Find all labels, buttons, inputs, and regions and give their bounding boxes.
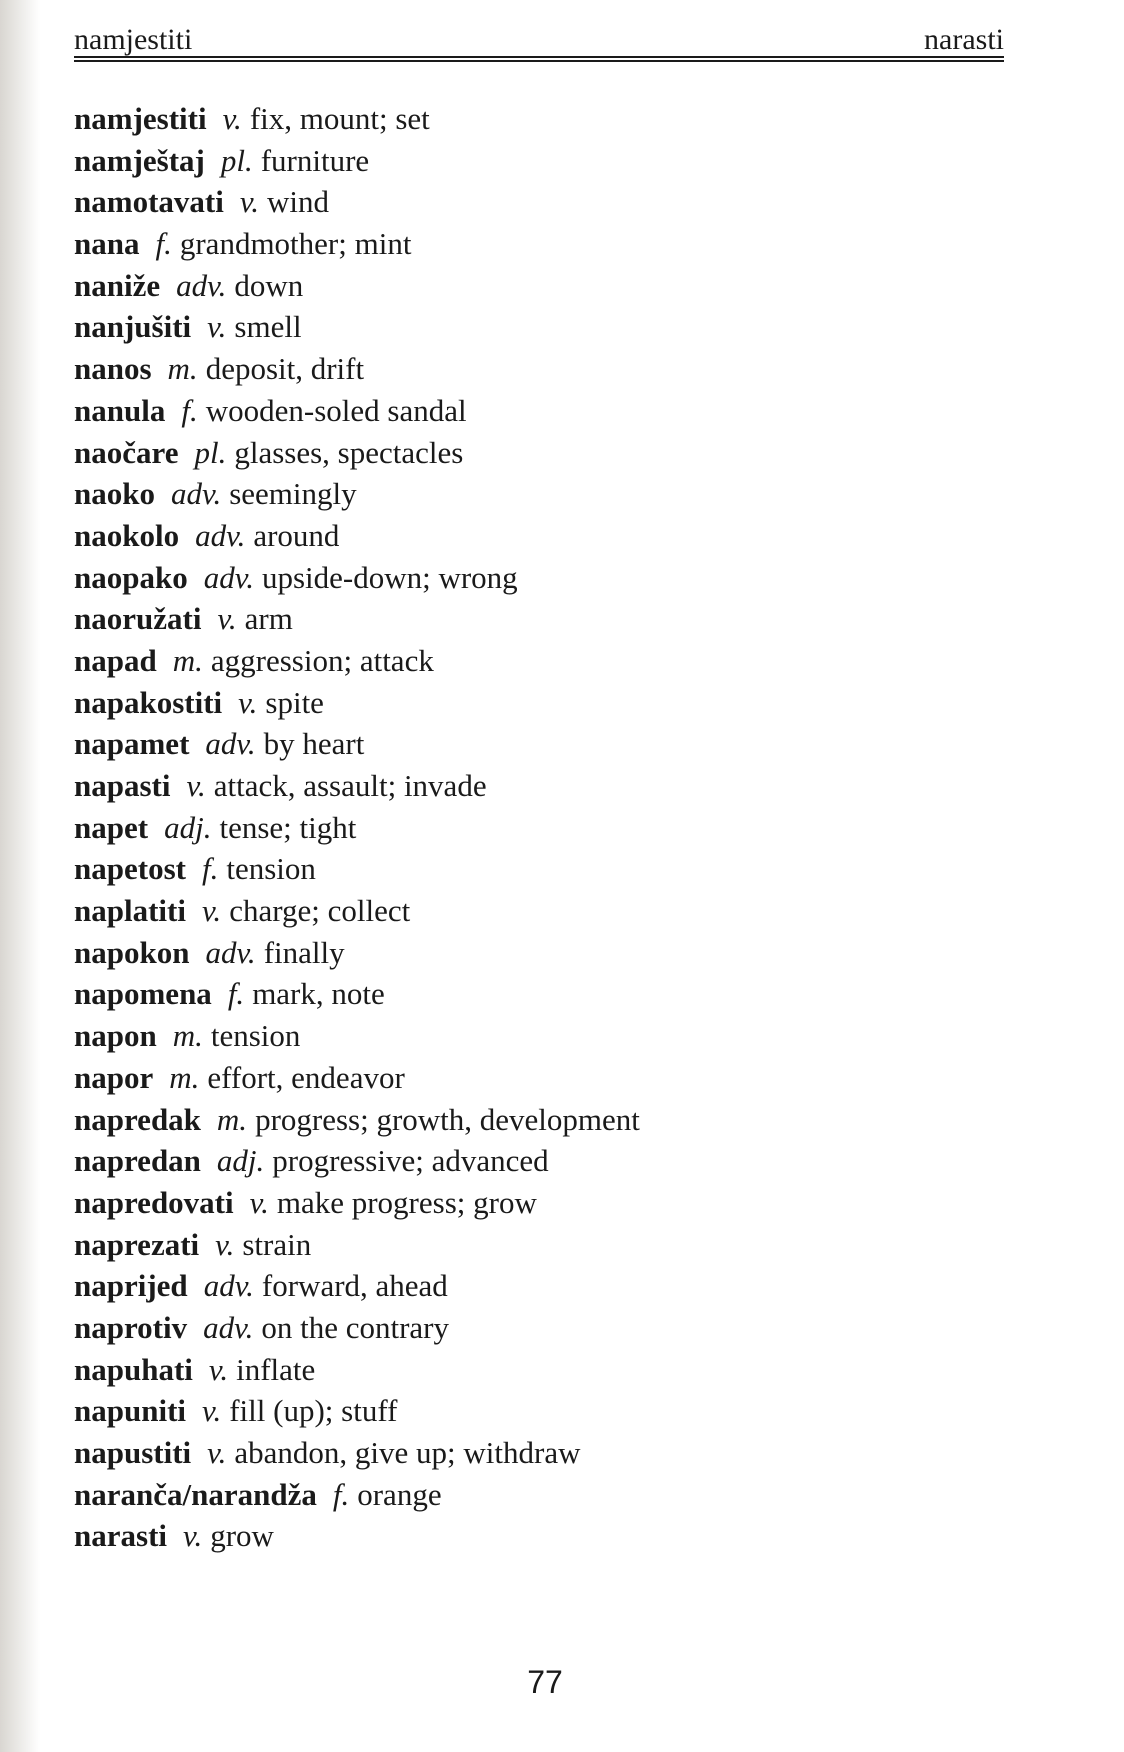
entry-definition: glasses, spectacles — [234, 434, 464, 470]
entry-definition: tension — [210, 1018, 301, 1054]
entry-definition: inflate — [236, 1351, 316, 1387]
entry-definition: fix, mount; set — [249, 101, 430, 136]
dictionary-entry — [74, 515, 1014, 557]
entry-definition: progressive; advanced — [272, 1143, 549, 1179]
entry-definition: aggression; attack — [210, 642, 434, 678]
dictionary-entry — [74, 1265, 1014, 1307]
entry-definition: forward, ahead — [261, 1268, 448, 1304]
entry-part-of-speech: v. — [222, 101, 242, 136]
dictionary-entry — [74, 306, 1014, 348]
entry-part-of-speech: pl. — [194, 434, 227, 470]
dictionary-entry — [74, 223, 1014, 265]
entry-headword: namjestiti — [74, 101, 207, 136]
entry-definition: progress; growth, development — [255, 1101, 640, 1137]
entry-headword: namještaj — [74, 142, 205, 178]
page-number: 77 — [527, 1664, 563, 1700]
entry-part-of-speech: adj. — [164, 809, 212, 845]
dictionary-entry — [74, 1099, 1014, 1141]
dictionary-entry — [74, 432, 1014, 474]
entry-headword: naniže — [74, 267, 161, 303]
entry-headword: napor — [74, 1059, 154, 1095]
entry-headword: napredan — [74, 1143, 201, 1179]
entry-definition: furniture — [260, 142, 370, 178]
entry-headword: napet — [74, 809, 149, 845]
entry-definition: charge; collect — [229, 893, 411, 929]
dictionary-entry — [74, 1307, 1014, 1349]
dictionary-entry — [74, 473, 1014, 515]
entry-part-of-speech: v. — [217, 601, 237, 637]
dictionary-entry — [74, 598, 1014, 640]
entry-part-of-speech: adj. — [216, 1143, 265, 1179]
entry-definition: tension — [226, 851, 316, 887]
entry-definition: tense; tight — [219, 809, 357, 845]
entry-part-of-speech: m. — [169, 1059, 200, 1095]
entry-part-of-speech: adv. — [176, 267, 227, 303]
entry-headword: napamet — [74, 726, 190, 762]
entry-headword: napustiti — [74, 1435, 192, 1470]
running-head — [74, 22, 1004, 58]
dictionary-entry — [74, 807, 1014, 849]
entry-headword: naoko — [74, 476, 155, 512]
entry-headword: naoružati — [74, 601, 202, 637]
entry-definition: seemingly — [229, 476, 357, 512]
entry-headword: napakostiti — [74, 684, 223, 720]
entry-list — [74, 98, 1014, 1557]
entry-definition: make progress; grow — [276, 1184, 537, 1220]
entry-part-of-speech: v. — [239, 184, 260, 220]
dictionary-entry — [74, 1224, 1014, 1266]
entry-part-of-speech: pl. — [220, 142, 253, 178]
running-head-first-word: namjestiti — [74, 23, 193, 56]
entry-part-of-speech: adv. — [205, 934, 256, 970]
entry-part-of-speech: f. — [181, 392, 198, 428]
entry-definition: grandmother; mint — [179, 226, 412, 262]
entry-headword: naranča/narandža — [74, 1476, 317, 1512]
entry-headword: napasti — [74, 768, 171, 803]
entry-definition: abandon, give up; withdraw — [234, 1435, 581, 1470]
entry-part-of-speech: adv. — [170, 476, 222, 512]
dictionary-entry — [74, 348, 1014, 390]
dictionary-entry — [74, 1390, 1014, 1432]
dictionary-entry — [74, 557, 1014, 599]
entry-definition: attack, assault; invade — [213, 768, 487, 803]
entry-part-of-speech: m. — [216, 1101, 248, 1137]
dictionary-entry — [74, 1515, 1014, 1557]
dictionary-entry — [74, 765, 1014, 807]
dictionary-entry — [74, 1140, 1014, 1182]
entry-part-of-speech: adv. — [195, 517, 246, 553]
entry-headword: naočare — [74, 434, 179, 470]
entry-definition: down — [234, 267, 304, 303]
entry-headword: naokolo — [74, 517, 180, 553]
entry-definition: smell — [234, 309, 302, 345]
dictionary-entry — [74, 181, 1014, 223]
entry-headword: naopako — [74, 559, 188, 595]
running-head-rule — [74, 56, 1004, 62]
entry-headword: namotavati — [74, 184, 224, 220]
dictionary-entry — [74, 1349, 1014, 1391]
entry-headword: naprezati — [74, 1226, 200, 1262]
dictionary-entry — [74, 932, 1014, 974]
dictionary-entry — [74, 848, 1014, 890]
entry-definition: deposit, drift — [205, 351, 365, 387]
entry-headword: naplatiti — [74, 893, 186, 929]
entry-headword: napon — [74, 1018, 157, 1054]
dictionary-entry — [74, 265, 1014, 307]
entry-headword: napuniti — [74, 1393, 187, 1429]
running-head-last-word: narasti — [924, 23, 1004, 56]
entry-part-of-speech: v. — [201, 893, 222, 929]
dictionary-entry — [74, 682, 1014, 724]
entry-part-of-speech: adv. — [203, 1309, 254, 1345]
dictionary-entry — [74, 1182, 1014, 1224]
dictionary-entry — [74, 140, 1014, 182]
entry-part-of-speech: m. — [167, 351, 198, 387]
entry-part-of-speech: m. — [172, 1018, 203, 1054]
entry-definition: upside-down; wrong — [261, 559, 518, 595]
entry-definition: arm — [244, 601, 293, 637]
entry-definition: strain — [242, 1226, 312, 1262]
entry-part-of-speech: v. — [183, 1518, 203, 1554]
dictionary-entry — [74, 1474, 1014, 1516]
entry-definition: wooden-soled sandal — [205, 392, 467, 428]
entry-definition: effort, endeavor — [207, 1059, 405, 1095]
entry-part-of-speech: f. — [332, 1476, 350, 1512]
entry-definition: grow — [210, 1518, 274, 1554]
entry-part-of-speech: v. — [202, 1393, 222, 1429]
entry-headword: narasti — [74, 1518, 167, 1554]
entry-headword: napredovati — [74, 1184, 234, 1220]
dictionary-entry — [74, 973, 1014, 1015]
entry-headword: napredak — [74, 1101, 201, 1137]
entry-part-of-speech: f. — [227, 976, 245, 1012]
entry-headword: napetost — [74, 851, 186, 887]
entry-part-of-speech: v. — [207, 1435, 227, 1470]
dictionary-entry — [74, 1432, 1014, 1474]
entry-definition: on the contrary — [261, 1309, 449, 1345]
entry-headword: napuhati — [74, 1351, 193, 1387]
entry-headword: nana — [74, 226, 140, 262]
entry-headword: napomena — [74, 976, 212, 1012]
entry-part-of-speech: v. — [186, 768, 206, 803]
entry-headword: naprijed — [74, 1268, 188, 1304]
entry-part-of-speech: v. — [208, 1351, 229, 1387]
dictionary-entry — [74, 890, 1014, 932]
entry-definition: wind — [267, 184, 330, 220]
dictionary-entry — [74, 1057, 1014, 1099]
entry-part-of-speech: m. — [172, 642, 203, 678]
entry-part-of-speech: v. — [215, 1226, 235, 1262]
dictionary-entry — [74, 1015, 1014, 1057]
entry-headword: nanjušiti — [74, 309, 192, 345]
entry-part-of-speech: adv. — [203, 1268, 254, 1304]
entry-part-of-speech: v. — [238, 684, 258, 720]
entry-headword: napokon — [74, 934, 190, 970]
entry-headword: nanula — [74, 392, 166, 428]
entry-headword: naprotiv — [74, 1309, 188, 1345]
entry-part-of-speech: v. — [207, 309, 227, 345]
entry-headword: napad — [74, 642, 157, 678]
entry-definition: by heart — [263, 726, 365, 762]
entry-definition: around — [253, 517, 340, 553]
entry-part-of-speech: f. — [155, 226, 172, 262]
entry-definition: spite — [265, 684, 324, 720]
entry-part-of-speech: f. — [201, 851, 219, 887]
entry-definition: mark, note — [252, 976, 385, 1012]
entry-headword: nanos — [74, 351, 152, 387]
dictionary-entry — [74, 390, 1014, 432]
dictionary-entry — [74, 640, 1014, 682]
entry-definition: finally — [263, 934, 345, 970]
entry-part-of-speech: adv. — [203, 559, 254, 595]
entry-definition: orange — [357, 1476, 442, 1512]
entry-part-of-speech: adv. — [205, 726, 256, 762]
entry-definition: fill (up); stuff — [229, 1393, 398, 1429]
dictionary-entry — [74, 98, 1014, 140]
dictionary-entry — [74, 723, 1014, 765]
entry-part-of-speech: v. — [249, 1184, 269, 1220]
